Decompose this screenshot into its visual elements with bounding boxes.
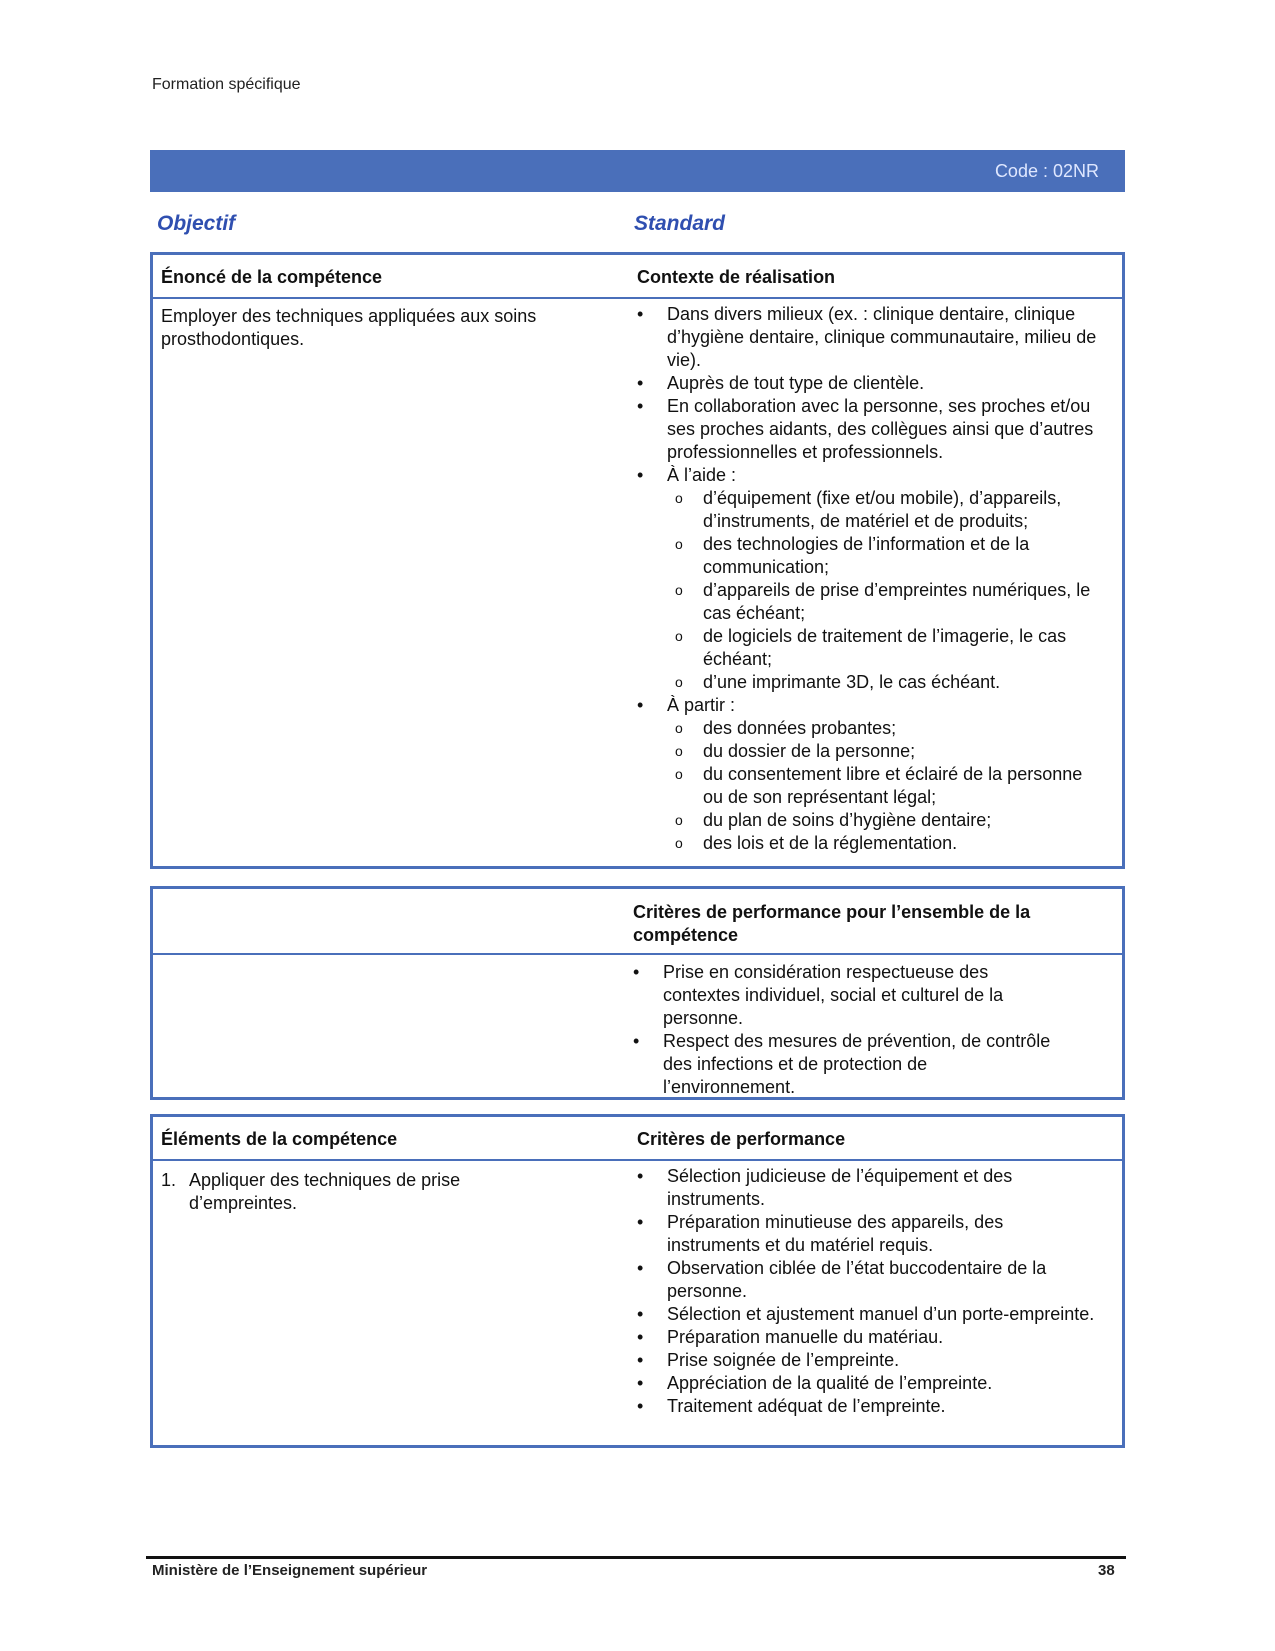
- list-item: [637, 694, 1099, 717]
- sub-list-item: [637, 832, 1099, 855]
- sub-list-item: [637, 809, 1099, 832]
- overall-criteria-list: [633, 961, 1053, 1099]
- bullet-icon: •: [633, 1031, 640, 1051]
- circle-bullet-icon: o: [675, 536, 683, 552]
- competence-code: Code : 02NR: [994, 161, 1099, 181]
- footer-ministry: Ministère de l’Enseignement supérieur: [152, 1562, 428, 1579]
- circle-bullet-icon: o: [675, 628, 683, 644]
- list-item: [637, 1395, 1099, 1418]
- list-item-text: Observation ciblée de l’état buccodentaire de la personne.: [667, 1258, 1047, 1301]
- bullet-icon: •: [637, 304, 644, 324]
- sub-list-item: [637, 487, 1099, 533]
- element-text: Appliquer des techniques de prise d’empreintes.: [189, 1170, 461, 1213]
- list-item-text: des données probantes;: [703, 718, 897, 738]
- list-item-text: du plan de soins d’hygiène dentaire;: [703, 810, 992, 830]
- sub-list-item: [637, 740, 1099, 763]
- list-item: [633, 961, 1053, 1030]
- list-item-text: d’équipement (fixe et/ou mobile), d’appareils, d’instruments, de matériel et de produits;: [703, 488, 1062, 531]
- circle-bullet-icon: o: [675, 720, 683, 736]
- page-header-section: Formation spécifique: [152, 76, 301, 93]
- list-item-text: d’une imprimante 3D, le cas échéant.: [703, 672, 1001, 692]
- statement-header: Énoncé de la compétence: [161, 267, 383, 287]
- list-item: [637, 1349, 1099, 1372]
- footer-page-number: 38: [1098, 1562, 1115, 1579]
- list-item-text: Appréciation de la qualité de l’empreinte.: [667, 1373, 993, 1393]
- sub-list-item: [637, 625, 1099, 671]
- list-item-text: du dossier de la personne;: [703, 741, 916, 761]
- list-item-text: Respect des mesures de prévention, de contrôle des infections et de protection de l’environnement.: [663, 1031, 1051, 1097]
- list-item-text: Préparation manuelle du matériau.: [667, 1327, 944, 1347]
- elements-header: Éléments de la compétence: [161, 1129, 398, 1149]
- list-item: [633, 1030, 1053, 1099]
- bullet-icon: •: [637, 1258, 644, 1278]
- bullet-icon: •: [637, 1350, 644, 1370]
- bullet-icon: •: [637, 396, 644, 416]
- sub-list-item: [637, 717, 1099, 740]
- bullet-icon: •: [633, 962, 640, 982]
- list-item: [637, 1303, 1099, 1326]
- circle-bullet-icon: o: [675, 766, 683, 782]
- circle-bullet-icon: o: [675, 490, 683, 506]
- elements-box: [150, 1114, 1125, 1448]
- bullet-icon: •: [637, 373, 644, 393]
- circle-bullet-icon: o: [675, 674, 683, 690]
- overall-criteria-header: Critères de performance pour l’ensemble de la compétence: [633, 902, 1031, 945]
- overall-criteria-box: [150, 886, 1125, 1100]
- list-item: [637, 395, 1099, 464]
- list-item-text: Sélection et ajustement manuel d’un porte-empreinte.: [667, 1304, 1095, 1324]
- competence-statement: Employer des techniques appliquées aux soins prosthodontiques.: [161, 306, 537, 349]
- list-item-text: Sélection judicieuse de l’équipement et des instruments.: [667, 1166, 1013, 1209]
- circle-bullet-icon: o: [675, 582, 683, 598]
- performance-criteria-list: [637, 1165, 1099, 1418]
- objective-title: Objectif: [157, 212, 236, 235]
- bullet-icon: •: [637, 1304, 644, 1324]
- competence-statement-box: [150, 252, 1125, 869]
- bullet-icon: •: [637, 1373, 644, 1393]
- list-item-text: À l’aide :: [667, 465, 737, 485]
- standard-title: Standard: [634, 212, 726, 235]
- footer-rule: [146, 1556, 1126, 1559]
- list-item-text: En collaboration avec la personne, ses proches et/ou ses proches aidants, des collègues ainsi que d’autres professionnelles et professionnels.: [667, 396, 1094, 462]
- list-item: [637, 1372, 1099, 1395]
- list-item-text: Prise soignée de l’empreinte.: [667, 1350, 900, 1370]
- circle-bullet-icon: o: [675, 743, 683, 759]
- list-item: [637, 372, 1099, 395]
- list-item: [637, 464, 1099, 487]
- bullet-icon: •: [637, 695, 644, 715]
- bullet-icon: •: [637, 1212, 644, 1232]
- sub-list-item: [637, 533, 1099, 579]
- code-band: [150, 150, 1125, 192]
- list-item: [637, 303, 1099, 372]
- sub-list-item: [637, 671, 1099, 694]
- sub-list-item: [637, 579, 1099, 625]
- circle-bullet-icon: o: [675, 835, 683, 851]
- sub-list-item: [637, 763, 1099, 809]
- list-item-text: Auprès de tout type de clientèle.: [667, 373, 925, 393]
- list-item: [637, 1211, 1099, 1257]
- list-item-text: du consentement libre et éclairé de la personne ou de son représentant légal;: [703, 764, 1083, 807]
- list-item-text: des technologies de l’information et de la communication;: [703, 534, 1030, 577]
- bullet-icon: •: [637, 1327, 644, 1347]
- list-item-text: d’appareils de prise d’empreintes numériques, le cas échéant;: [703, 580, 1091, 623]
- context-list: [637, 303, 1099, 855]
- context-header: Contexte de réalisation: [637, 267, 836, 287]
- list-item-text: À partir :: [667, 695, 736, 715]
- list-item: [637, 1257, 1099, 1303]
- bullet-icon: •: [637, 1166, 644, 1186]
- list-item: [637, 1326, 1099, 1349]
- list-item-text: Prise en considération respectueuse des contextes individuel, social et culturel de la personne.: [663, 962, 1004, 1028]
- bullet-icon: •: [637, 1396, 644, 1416]
- element-number: 1.: [161, 1170, 177, 1190]
- list-item-text: Préparation minutieuse des appareils, des instruments et du matériel requis.: [667, 1212, 1004, 1255]
- list-item-text: Dans divers milieux (ex. : clinique dentaire, clinique d’hygiène dentaire, clinique communautaire, milieu de vie).: [667, 304, 1097, 370]
- list-item-text: de logiciels de traitement de l’imagerie, le cas échéant;: [703, 626, 1067, 669]
- circle-bullet-icon: o: [675, 812, 683, 828]
- list-item-text: Traitement adéquat de l’empreinte.: [667, 1396, 946, 1416]
- bullet-icon: •: [637, 465, 644, 485]
- list-item-text: des lois et de la réglementation.: [703, 833, 958, 853]
- performance-criteria-header: Critères de performance: [637, 1129, 846, 1149]
- list-item: [637, 1165, 1099, 1211]
